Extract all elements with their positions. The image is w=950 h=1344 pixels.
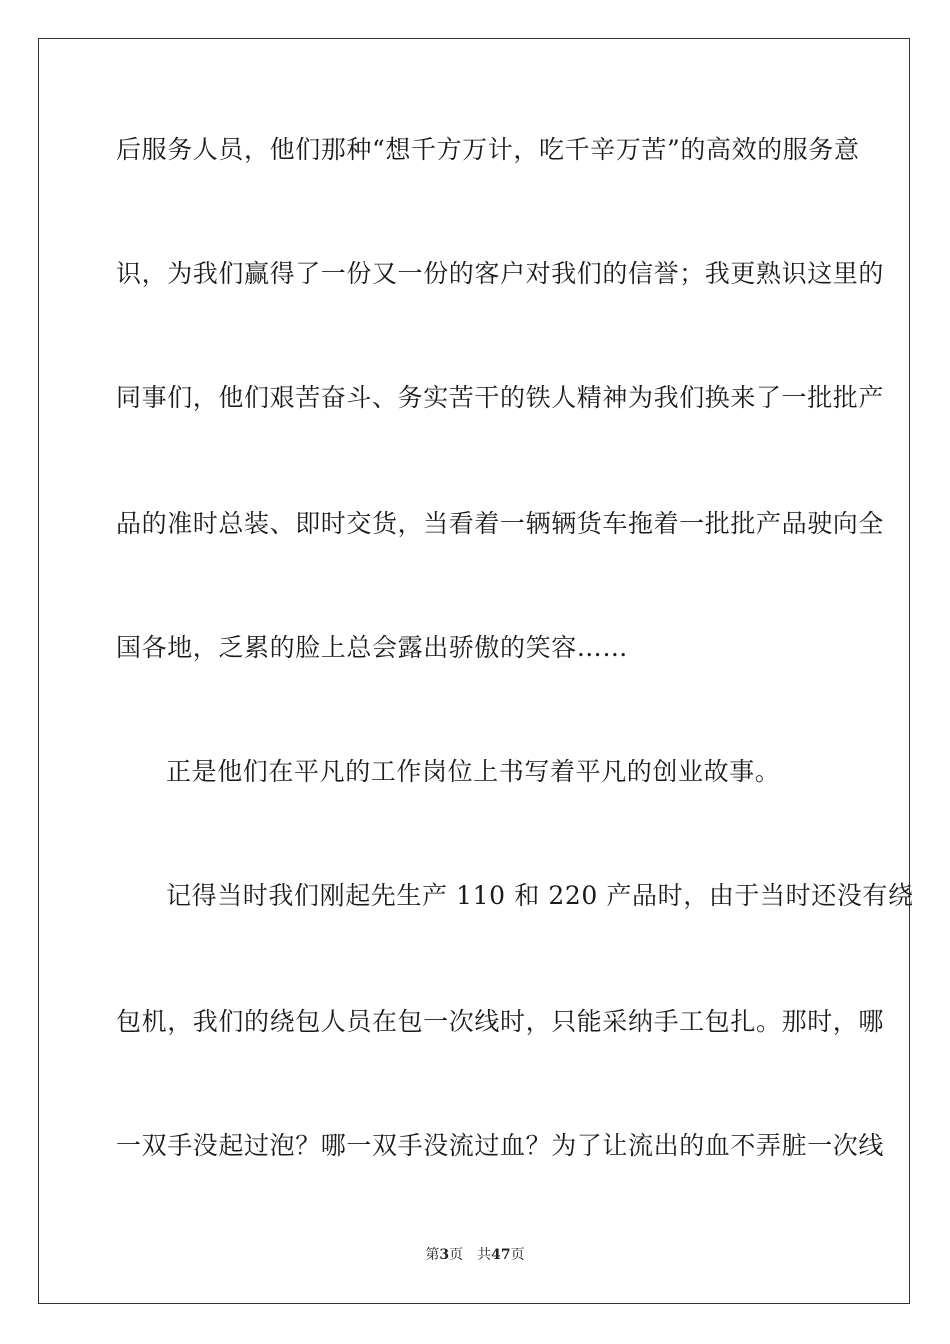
body-line-2: 识，为我们赢得了一份又一份的客户对我们的信誉；我更熟识这里的 (116, 259, 885, 288)
body-line-4: 品的准时总装、即时交货，当看着一辆辆货车拖着一批批产品驶向全 (116, 509, 885, 538)
page-footer (0, 1245, 950, 1265)
body-line-9: 一双手没起过泡？哪一双手没流过血？为了让流出的血不弄脏一次线 (116, 1131, 885, 1160)
footer-total-suffix: 页 (510, 1247, 525, 1263)
footer-total-prefix: 共 (477, 1247, 492, 1263)
body-line-7: 记得当时我们刚起先生产 110 和 220 产品时，由于当时还没有绕 (166, 881, 914, 910)
footer-total-pages: 47 (491, 1247, 511, 1263)
body-line-8: 包机，我们的绕包人员在包一次线时，只能采纳手工包扎。那时，哪 (116, 1007, 885, 1036)
body-line-1: 后服务人员，他们那种“想千方万计，吃千辛万苦”的高效的服务意 (116, 135, 860, 164)
footer-page-prefix: 第 (425, 1247, 440, 1263)
footer-page-suffix: 页 (449, 1247, 464, 1263)
footer-page-number: 3 (439, 1247, 450, 1263)
body-line-5: 国各地，乏累的脸上总会露出骄傲的笑容…… (116, 633, 629, 662)
page-border (38, 38, 914, 1304)
body-line-6: 正是他们在平凡的工作岗位上书写着平凡的创业故事。 (166, 757, 781, 786)
body-line-3: 同事们，他们艰苦奋斗、务实苦干的铁人精神为我们换来了一批批产 (116, 383, 885, 412)
